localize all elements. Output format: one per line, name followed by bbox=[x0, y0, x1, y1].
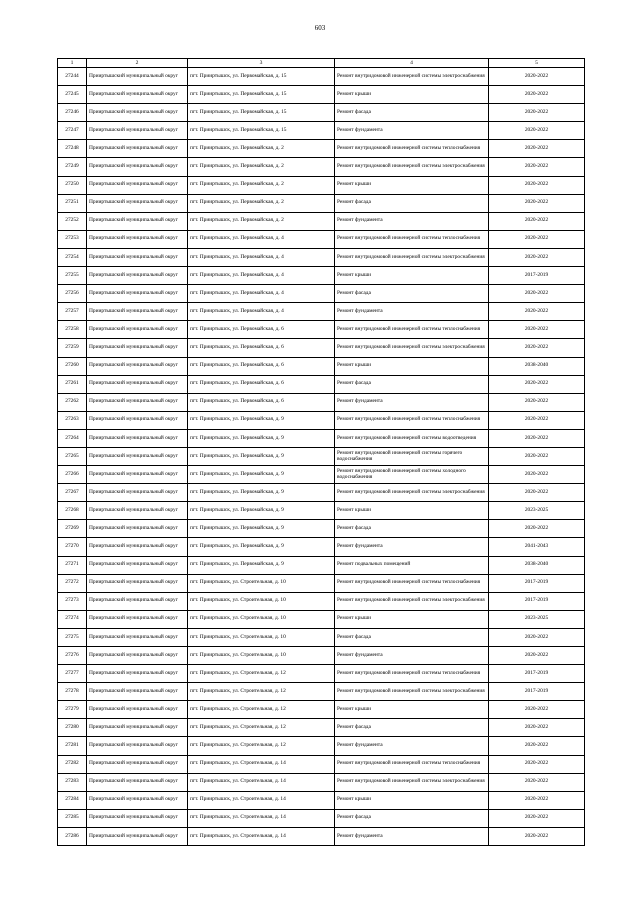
table-body bbox=[58, 68, 585, 846]
work-type-cell: Ремонт фасада bbox=[335, 104, 489, 122]
address-cell: пгт. Прииртышск, ул. Первомайская, д. 9 bbox=[188, 447, 335, 465]
address-cell: пгт. Прииртышск, ул. Первомайская, д. 4 bbox=[188, 303, 335, 321]
address-cell: пгт. Прииртышск, ул. Первомайская, д. 9 bbox=[188, 466, 335, 484]
period-cell: 2020-2022 bbox=[489, 737, 585, 755]
work-type-cell: Ремонт крыши bbox=[335, 610, 489, 628]
work-type-cell: Ремонт внутридомовой инженерной системы холодного водоснабжения bbox=[335, 466, 489, 484]
row-number-cell: 27244 bbox=[58, 68, 87, 86]
period-cell: 2020-2022 bbox=[489, 230, 585, 248]
period-cell: 2020-2022 bbox=[489, 104, 585, 122]
address-cell: пгт. Прииртышск, ул. Первомайская, д. 6 bbox=[188, 339, 335, 357]
period-cell: 2017-2019 bbox=[489, 683, 585, 701]
address-cell: пгт. Прииртышск, ул. Строительная, д. 14 bbox=[188, 809, 335, 827]
address-cell: пгт. Прииртышск, ул. Строительная, д. 12 bbox=[188, 719, 335, 737]
work-type-cell: Ремонт крыши bbox=[335, 86, 489, 104]
period-cell: 2020-2022 bbox=[489, 429, 585, 447]
row-number-cell: 27258 bbox=[58, 321, 87, 339]
district-cell: Прииртышский муниципальный округ bbox=[87, 230, 188, 248]
address-cell: пгт. Прииртышск, ул. Первомайская, д. 2 bbox=[188, 194, 335, 212]
row-number-cell: 27267 bbox=[58, 484, 87, 502]
table-row bbox=[58, 86, 585, 104]
period-cell: 2020-2022 bbox=[489, 411, 585, 429]
district-cell: Прииртышский муниципальный округ bbox=[87, 574, 188, 592]
page-number: 603 bbox=[314, 24, 326, 32]
district-cell: Прииртышский муниципальный округ bbox=[87, 140, 188, 158]
work-type-cell: Ремонт крыши bbox=[335, 791, 489, 809]
address-cell: пгт. Прииртышск, ул. Строительная, д. 12 bbox=[188, 683, 335, 701]
row-number-cell: 27271 bbox=[58, 556, 87, 574]
period-cell: 2020-2022 bbox=[489, 393, 585, 411]
district-cell: Прииртышский муниципальный округ bbox=[87, 683, 188, 701]
row-number-cell: 27250 bbox=[58, 176, 87, 194]
address-cell: пгт. Прииртышск, ул. Первомайская, д. 9 bbox=[188, 411, 335, 429]
period-cell: 2020-2022 bbox=[489, 755, 585, 773]
district-cell: Прииртышский муниципальный округ bbox=[87, 520, 188, 538]
period-cell: 2023-2025 bbox=[489, 502, 585, 520]
address-cell: пгт. Прииртышск, ул. Строительная, д. 10 bbox=[188, 628, 335, 646]
address-cell: пгт. Прииртышск, ул. Первомайская, д. 4 bbox=[188, 248, 335, 266]
district-cell: Прииртышский муниципальный округ bbox=[87, 628, 188, 646]
district-cell: Прииртышский муниципальный округ bbox=[87, 68, 188, 86]
row-number-cell: 27246 bbox=[58, 104, 87, 122]
work-type-cell: Ремонт внутридомовой инженерной системы теплоснабжения bbox=[335, 574, 489, 592]
address-cell: пгт. Прииртышск, ул. Строительная, д. 14 bbox=[188, 755, 335, 773]
period-cell: 2020-2022 bbox=[489, 809, 585, 827]
period-cell: 2020-2022 bbox=[489, 140, 585, 158]
work-type-cell: Ремонт внутридомовой инженерной системы водоотведения bbox=[335, 429, 489, 447]
table-row bbox=[58, 755, 585, 773]
district-cell: Прииртышский муниципальный округ bbox=[87, 357, 188, 375]
district-cell: Прииртышский муниципальный округ bbox=[87, 737, 188, 755]
work-type-cell: Ремонт внутридомовой инженерной системы электроснабжения bbox=[335, 68, 489, 86]
table-row bbox=[58, 140, 585, 158]
district-cell: Прииртышский муниципальный округ bbox=[87, 194, 188, 212]
row-number-cell: 27278 bbox=[58, 683, 87, 701]
capital-repair-table bbox=[57, 58, 585, 846]
period-cell: 2017-2019 bbox=[489, 267, 585, 285]
row-number-cell: 27255 bbox=[58, 267, 87, 285]
period-cell: 2020-2022 bbox=[489, 773, 585, 791]
work-type-cell: Ремонт фундамента bbox=[335, 827, 489, 845]
work-type-cell: Ремонт крыши bbox=[335, 502, 489, 520]
district-cell: Прииртышский муниципальный округ bbox=[87, 393, 188, 411]
district-cell: Прииртышский муниципальный округ bbox=[87, 809, 188, 827]
period-cell: 2020-2022 bbox=[489, 827, 585, 845]
table-row bbox=[58, 809, 585, 827]
row-number-cell: 27270 bbox=[58, 538, 87, 556]
period-cell: 2020-2022 bbox=[489, 122, 585, 140]
table-row bbox=[58, 628, 585, 646]
period-cell: 2020-2022 bbox=[489, 701, 585, 719]
period-cell: 2020-2022 bbox=[489, 86, 585, 104]
address-cell: пгт. Прииртышск, ул. Первомайская, д. 15 bbox=[188, 104, 335, 122]
table-row bbox=[58, 267, 585, 285]
row-number-cell: 27263 bbox=[58, 411, 87, 429]
work-type-cell: Ремонт внутридомовой инженерной системы электроснабжения bbox=[335, 248, 489, 266]
column-header: 2 bbox=[87, 59, 188, 68]
table-row bbox=[58, 683, 585, 701]
district-cell: Прииртышский муниципальный округ bbox=[87, 484, 188, 502]
table-row bbox=[58, 484, 585, 502]
row-number-cell: 27261 bbox=[58, 375, 87, 393]
row-number-cell: 27248 bbox=[58, 140, 87, 158]
row-number-cell: 27262 bbox=[58, 393, 87, 411]
row-number-cell: 27280 bbox=[58, 719, 87, 737]
row-number-cell: 27279 bbox=[58, 701, 87, 719]
table-row bbox=[58, 122, 585, 140]
district-cell: Прииртышский муниципальный округ bbox=[87, 755, 188, 773]
period-cell: 2017-2019 bbox=[489, 592, 585, 610]
work-type-cell: Ремонт внутридомовой инженерной системы электроснабжения bbox=[335, 683, 489, 701]
address-cell: пгт. Прииртышск, ул. Первомайская, д. 6 bbox=[188, 357, 335, 375]
district-cell: Прииртышский муниципальный округ bbox=[87, 592, 188, 610]
table-row bbox=[58, 610, 585, 628]
work-type-cell: Ремонт внутридомовой инженерной системы электроснабжения bbox=[335, 158, 489, 176]
period-cell: 2020-2022 bbox=[489, 248, 585, 266]
address-cell: пгт. Прииртышск, ул. Первомайская, д. 2 bbox=[188, 158, 335, 176]
district-cell: Прииртышский муниципальный округ bbox=[87, 556, 188, 574]
table-row bbox=[58, 248, 585, 266]
district-cell: Прииртышский муниципальный округ bbox=[87, 285, 188, 303]
address-cell: пгт. Прииртышск, ул. Первомайская, д. 6 bbox=[188, 321, 335, 339]
table-row bbox=[58, 429, 585, 447]
row-number-cell: 27284 bbox=[58, 791, 87, 809]
district-cell: Прииртышский муниципальный округ bbox=[87, 321, 188, 339]
column-header: 5 bbox=[489, 59, 585, 68]
work-type-cell: Ремонт внутридомовой инженерной системы электроснабжения bbox=[335, 484, 489, 502]
table-row bbox=[58, 466, 585, 484]
table-row bbox=[58, 194, 585, 212]
period-cell: 2020-2022 bbox=[489, 466, 585, 484]
period-cell: 2020-2022 bbox=[489, 484, 585, 502]
period-cell: 2020-2022 bbox=[489, 719, 585, 737]
work-type-cell: Ремонт внутридомовой инженерной системы теплоснабжения bbox=[335, 411, 489, 429]
work-type-cell: Ремонт внутридомовой инженерной системы горячего водоснабжения bbox=[335, 447, 489, 465]
period-cell: 2020-2022 bbox=[489, 303, 585, 321]
table-row bbox=[58, 574, 585, 592]
district-cell: Прииртышский муниципальный округ bbox=[87, 647, 188, 665]
work-type-cell: Ремонт внутридомовой инженерной системы электроснабжения bbox=[335, 339, 489, 357]
table-row bbox=[58, 647, 585, 665]
table-row bbox=[58, 321, 585, 339]
row-number-cell: 27252 bbox=[58, 212, 87, 230]
period-cell: 2020-2022 bbox=[489, 339, 585, 357]
table-row bbox=[58, 68, 585, 86]
table-row bbox=[58, 339, 585, 357]
work-type-cell: Ремонт фундамента bbox=[335, 737, 489, 755]
district-cell: Прииртышский муниципальный округ bbox=[87, 267, 188, 285]
table-row bbox=[58, 176, 585, 194]
period-cell: 2020-2022 bbox=[489, 791, 585, 809]
address-cell: пгт. Прииртышск, ул. Строительная, д. 10 bbox=[188, 574, 335, 592]
work-type-cell: Ремонт фундамента bbox=[335, 393, 489, 411]
address-cell: пгт. Прииртышск, ул. Строительная, д. 10 bbox=[188, 647, 335, 665]
row-number-cell: 27247 bbox=[58, 122, 87, 140]
table-row bbox=[58, 230, 585, 248]
period-cell: 2020-2022 bbox=[489, 176, 585, 194]
table-row bbox=[58, 538, 585, 556]
district-cell: Прииртышский муниципальный округ bbox=[87, 719, 188, 737]
column-header: 1 bbox=[58, 59, 87, 68]
period-cell: 2017-2019 bbox=[489, 665, 585, 683]
work-type-cell: Ремонт крыши bbox=[335, 267, 489, 285]
district-cell: Прииртышский муниципальный округ bbox=[87, 158, 188, 176]
address-cell: пгт. Прииртышск, ул. Первомайская, д. 9 bbox=[188, 538, 335, 556]
address-cell: пгт. Прииртышск, ул. Первомайская, д. 4 bbox=[188, 267, 335, 285]
row-number-cell: 27276 bbox=[58, 647, 87, 665]
address-cell: пгт. Прииртышск, ул. Первомайская, д. 9 bbox=[188, 429, 335, 447]
work-type-cell: Ремонт фундамента bbox=[335, 647, 489, 665]
address-cell: пгт. Прииртышск, ул. Первомайская, д. 9 bbox=[188, 484, 335, 502]
work-type-cell: Ремонт фасада bbox=[335, 375, 489, 393]
column-header: 4 bbox=[335, 59, 489, 68]
address-cell: пгт. Прииртышск, ул. Строительная, д. 12 bbox=[188, 665, 335, 683]
table-row bbox=[58, 393, 585, 411]
period-cell: 2020-2022 bbox=[489, 285, 585, 303]
district-cell: Прииртышский муниципальный округ bbox=[87, 701, 188, 719]
period-cell: 2020-2022 bbox=[489, 68, 585, 86]
work-type-cell: Ремонт фундамента bbox=[335, 212, 489, 230]
work-type-cell: Ремонт крыши bbox=[335, 357, 489, 375]
table-row bbox=[58, 158, 585, 176]
row-number-cell: 27282 bbox=[58, 755, 87, 773]
district-cell: Прииртышский муниципальный округ bbox=[87, 86, 188, 104]
district-cell: Прииртышский муниципальный округ bbox=[87, 122, 188, 140]
work-type-cell: Ремонт крыши bbox=[335, 176, 489, 194]
row-number-cell: 27286 bbox=[58, 827, 87, 845]
work-type-cell: Ремонт фундамента bbox=[335, 122, 489, 140]
work-type-cell: Ремонт внутридомовой инженерной системы теплоснабжения bbox=[335, 321, 489, 339]
work-type-cell: Ремонт фасада bbox=[335, 520, 489, 538]
address-cell: пгт. Прииртышск, ул. Строительная, д. 10 bbox=[188, 592, 335, 610]
address-cell: пгт. Прииртышск, ул. Первомайская, д. 15 bbox=[188, 86, 335, 104]
district-cell: Прииртышский муниципальный округ bbox=[87, 411, 188, 429]
work-type-cell: Ремонт фасада bbox=[335, 809, 489, 827]
row-number-cell: 27277 bbox=[58, 665, 87, 683]
district-cell: Прииртышский муниципальный округ bbox=[87, 665, 188, 683]
period-cell: 2020-2022 bbox=[489, 520, 585, 538]
district-cell: Прииртышский муниципальный округ bbox=[87, 104, 188, 122]
work-type-cell: Ремонт фасада bbox=[335, 194, 489, 212]
column-header: 3 bbox=[188, 59, 335, 68]
period-cell: 2023-2025 bbox=[489, 610, 585, 628]
row-number-cell: 27268 bbox=[58, 502, 87, 520]
district-cell: Прииртышский муниципальный округ bbox=[87, 429, 188, 447]
address-cell: пгт. Прииртышск, ул. Первомайская, д. 6 bbox=[188, 375, 335, 393]
table-row bbox=[58, 375, 585, 393]
district-cell: Прииртышский муниципальный округ bbox=[87, 447, 188, 465]
work-type-cell: Ремонт внутридомовой инженерной системы электроснабжения bbox=[335, 592, 489, 610]
address-cell: пгт. Прииртышск, ул. Первомайская, д. 15 bbox=[188, 122, 335, 140]
address-cell: пгт. Прииртышск, ул. Первомайская, д. 4 bbox=[188, 230, 335, 248]
row-number-cell: 27260 bbox=[58, 357, 87, 375]
row-number-cell: 27274 bbox=[58, 610, 87, 628]
row-number-cell: 27275 bbox=[58, 628, 87, 646]
table-row bbox=[58, 303, 585, 321]
row-number-cell: 27285 bbox=[58, 809, 87, 827]
address-cell: пгт. Прииртышск, ул. Первомайская, д. 2 bbox=[188, 140, 335, 158]
row-number-cell: 27249 bbox=[58, 158, 87, 176]
table-row bbox=[58, 447, 585, 465]
work-type-cell: Ремонт фасада bbox=[335, 719, 489, 737]
district-cell: Прииртышский муниципальный округ bbox=[87, 791, 188, 809]
address-cell: пгт. Прииртышск, ул. Первомайская, д. 4 bbox=[188, 285, 335, 303]
row-number-cell: 27259 bbox=[58, 339, 87, 357]
address-cell: пгт. Прииртышск, ул. Строительная, д. 14 bbox=[188, 773, 335, 791]
work-type-cell: Ремонт внутридомовой инженерной системы теплоснабжения bbox=[335, 140, 489, 158]
period-cell: 2038-2040 bbox=[489, 357, 585, 375]
table-row bbox=[58, 701, 585, 719]
address-cell: пгт. Прииртышск, ул. Первомайская, д. 9 bbox=[188, 556, 335, 574]
address-cell: пгт. Прииртышск, ул. Первомайская, д. 2 bbox=[188, 212, 335, 230]
table-row bbox=[58, 212, 585, 230]
address-cell: пгт. Прииртышск, ул. Первомайская, д. 15 bbox=[188, 68, 335, 86]
table-row bbox=[58, 357, 585, 375]
table-row bbox=[58, 773, 585, 791]
table-row bbox=[58, 719, 585, 737]
address-cell: пгт. Прииртышск, ул. Строительная, д. 14 bbox=[188, 827, 335, 845]
table-row bbox=[58, 665, 585, 683]
row-number-cell: 27272 bbox=[58, 574, 87, 592]
district-cell: Прииртышский муниципальный округ bbox=[87, 176, 188, 194]
table-header-row bbox=[58, 59, 585, 68]
row-number-cell: 27251 bbox=[58, 194, 87, 212]
district-cell: Прииртышский муниципальный округ bbox=[87, 248, 188, 266]
address-cell: пгт. Прииртышск, ул. Первомайская, д. 2 bbox=[188, 176, 335, 194]
period-cell: 2020-2022 bbox=[489, 321, 585, 339]
district-cell: Прииртышский муниципальный округ bbox=[87, 610, 188, 628]
district-cell: Прииртышский муниципальный округ bbox=[87, 303, 188, 321]
period-cell: 2020-2022 bbox=[489, 647, 585, 665]
address-cell: пгт. Прииртышск, ул. Первомайская, д. 9 bbox=[188, 520, 335, 538]
address-cell: пгт. Прииртышск, ул. Строительная, д. 12 bbox=[188, 737, 335, 755]
address-cell: пгт. Прииртышск, ул. Строительная, д. 14 bbox=[188, 791, 335, 809]
district-cell: Прииртышский муниципальный округ bbox=[87, 538, 188, 556]
row-number-cell: 27269 bbox=[58, 520, 87, 538]
table-row bbox=[58, 791, 585, 809]
row-number-cell: 27245 bbox=[58, 86, 87, 104]
row-number-cell: 27264 bbox=[58, 429, 87, 447]
address-cell: пгт. Прииртышск, ул. Строительная, д. 12 bbox=[188, 701, 335, 719]
work-type-cell: Ремонт подвальных помещений bbox=[335, 556, 489, 574]
table-row bbox=[58, 827, 585, 845]
table-row bbox=[58, 520, 585, 538]
period-cell: 2017-2019 bbox=[489, 574, 585, 592]
work-type-cell: Ремонт фундамента bbox=[335, 538, 489, 556]
row-number-cell: 27281 bbox=[58, 737, 87, 755]
district-cell: Прииртышский муниципальный округ bbox=[87, 375, 188, 393]
work-type-cell: Ремонт фасада bbox=[335, 285, 489, 303]
district-cell: Прииртышский муниципальный округ bbox=[87, 466, 188, 484]
period-cell: 2020-2022 bbox=[489, 447, 585, 465]
row-number-cell: 27253 bbox=[58, 230, 87, 248]
period-cell: 2020-2022 bbox=[489, 194, 585, 212]
work-type-cell: Ремонт внутридомовой инженерной системы теплоснабжения bbox=[335, 230, 489, 248]
address-cell: пгт. Прииртышск, ул. Первомайская, д. 9 bbox=[188, 502, 335, 520]
row-number-cell: 27254 bbox=[58, 248, 87, 266]
work-type-cell: Ремонт внутридомовой инженерной системы теплоснабжения bbox=[335, 755, 489, 773]
period-cell: 2020-2022 bbox=[489, 375, 585, 393]
row-number-cell: 27266 bbox=[58, 466, 87, 484]
table-row bbox=[58, 411, 585, 429]
work-type-cell: Ремонт крыши bbox=[335, 701, 489, 719]
period-cell: 2041-2043 bbox=[489, 538, 585, 556]
table-row bbox=[58, 104, 585, 122]
row-number-cell: 27273 bbox=[58, 592, 87, 610]
period-cell: 2020-2022 bbox=[489, 212, 585, 230]
work-type-cell: Ремонт фасада bbox=[335, 628, 489, 646]
address-cell: пгт. Прииртышск, ул. Первомайская, д. 6 bbox=[188, 393, 335, 411]
district-cell: Прииртышский муниципальный округ bbox=[87, 212, 188, 230]
table-row bbox=[58, 285, 585, 303]
work-type-cell: Ремонт внутридомовой инженерной системы электроснабжения bbox=[335, 773, 489, 791]
work-type-cell: Ремонт фундамента bbox=[335, 303, 489, 321]
table-row bbox=[58, 737, 585, 755]
address-cell: пгт. Прииртышск, ул. Строительная, д. 10 bbox=[188, 610, 335, 628]
district-cell: Прииртышский муниципальный округ bbox=[87, 827, 188, 845]
district-cell: Прииртышский муниципальный округ bbox=[87, 339, 188, 357]
table-row bbox=[58, 592, 585, 610]
district-cell: Прииртышский муниципальный округ bbox=[87, 773, 188, 791]
row-number-cell: 27283 bbox=[58, 773, 87, 791]
district-cell: Прииртышский муниципальный округ bbox=[87, 502, 188, 520]
table-row bbox=[58, 556, 585, 574]
period-cell: 2020-2022 bbox=[489, 158, 585, 176]
row-number-cell: 27265 bbox=[58, 447, 87, 465]
work-type-cell: Ремонт внутридомовой инженерной системы теплоснабжения bbox=[335, 665, 489, 683]
table-row bbox=[58, 502, 585, 520]
period-cell: 2020-2022 bbox=[489, 628, 585, 646]
row-number-cell: 27257 bbox=[58, 303, 87, 321]
period-cell: 2038-2040 bbox=[489, 556, 585, 574]
row-number-cell: 27256 bbox=[58, 285, 87, 303]
